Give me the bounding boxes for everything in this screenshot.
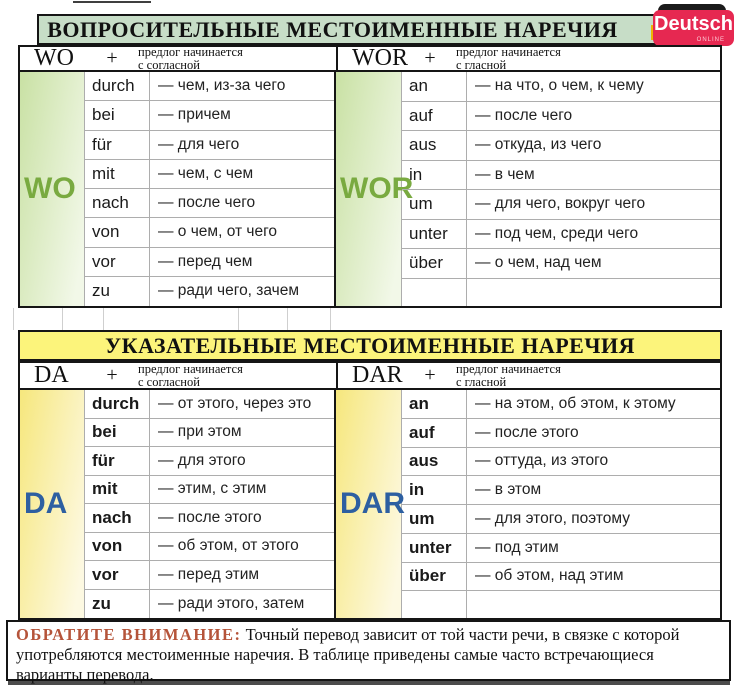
table-row bbox=[85, 390, 334, 419]
table-row bbox=[402, 563, 720, 592]
table-row bbox=[85, 590, 334, 618]
preposition-cell: aus bbox=[409, 451, 439, 471]
section1-title bbox=[37, 14, 658, 45]
logo-brand-text: Deutsch bbox=[654, 13, 733, 35]
table-row bbox=[85, 533, 334, 562]
section1-title-text: ВОПРОСИТЕЛЬНЫЕ МЕСТОИМЕННЫЕ НАРЕЧИЯ bbox=[47, 16, 618, 42]
wor-rows bbox=[402, 72, 720, 306]
table-row bbox=[402, 131, 720, 161]
table-row bbox=[85, 131, 334, 160]
preposition-cell: zu bbox=[92, 281, 110, 301]
plus-sign: + bbox=[424, 47, 436, 69]
translation-cell: — от этого, через это bbox=[158, 394, 312, 412]
translation-cell: — после чего bbox=[158, 194, 256, 212]
preposition-cell: mit bbox=[92, 479, 118, 499]
preposition-cell: an bbox=[409, 393, 429, 413]
preposition-cell: aus bbox=[409, 135, 437, 155]
preposition-cell: vor bbox=[92, 564, 119, 584]
wo-table-half bbox=[20, 72, 336, 306]
preposition-cell: für bbox=[92, 450, 115, 470]
section1-subheader bbox=[18, 45, 722, 72]
table-row bbox=[402, 72, 720, 102]
translation-cell: — после этого bbox=[475, 423, 579, 441]
table-row bbox=[85, 72, 334, 101]
translation-cell: — чем, с чем bbox=[158, 164, 254, 182]
wo-rows bbox=[85, 72, 334, 306]
table-row bbox=[402, 505, 720, 534]
translation-cell: — чем, из-за чего bbox=[158, 77, 286, 95]
plus-sign: + bbox=[424, 364, 436, 386]
preposition-cell: über bbox=[409, 253, 444, 273]
translation-cell: — на этом, об этом, к этому bbox=[475, 394, 676, 412]
preposition-cell: auf bbox=[409, 105, 433, 125]
preposition-cell: durch bbox=[92, 76, 135, 96]
logo-speech-bubble bbox=[653, 10, 734, 46]
translation-cell: — о чем, над чем bbox=[475, 254, 602, 272]
wo-big-label: WO bbox=[20, 72, 85, 306]
table-row bbox=[85, 476, 334, 505]
preposition-cell: zu bbox=[92, 593, 111, 613]
translation-cell: — после чего bbox=[475, 106, 573, 124]
preposition-cell: durch bbox=[92, 393, 140, 413]
wo-subheader-cell bbox=[20, 47, 338, 70]
preposition-cell: um bbox=[409, 194, 433, 214]
da-big-label: DA bbox=[20, 390, 85, 618]
wo-prefix-label: WO bbox=[34, 45, 74, 71]
grid-line bbox=[330, 308, 331, 330]
table-row bbox=[402, 249, 720, 279]
table-row bbox=[85, 447, 334, 476]
table-row bbox=[402, 190, 720, 220]
dar-rows bbox=[402, 390, 720, 618]
grid-line bbox=[103, 308, 104, 330]
table-row bbox=[85, 561, 334, 590]
translation-cell: — на что, о чем, к чему bbox=[475, 77, 644, 95]
table-row bbox=[402, 220, 720, 250]
wor-prefix-label: WOR bbox=[352, 45, 408, 71]
da-prefix-label: DA bbox=[34, 362, 69, 388]
grid-line bbox=[238, 308, 239, 330]
preposition-cell: vor bbox=[92, 251, 116, 271]
translation-cell: — ради этого, затем bbox=[158, 594, 305, 612]
dar-big-label: DAR bbox=[336, 390, 402, 618]
translation-cell: — для чего bbox=[158, 135, 240, 153]
table-row bbox=[85, 218, 334, 247]
table-row bbox=[85, 101, 334, 130]
plus-sign: + bbox=[106, 47, 118, 69]
plus-sign: + bbox=[106, 364, 118, 386]
dar-subheader-cell bbox=[338, 363, 720, 388]
preposition-cell: unter bbox=[409, 537, 452, 557]
note-text: Точный перевод зависит от той части речи, в связке с которой употребляются местоименные наречия. В таблице приведены самые часто встречающиеся варианты перевода. bbox=[16, 625, 680, 685]
preposition-cell: für bbox=[92, 134, 112, 154]
grid-line bbox=[13, 308, 14, 330]
preposition-cell: mit bbox=[92, 163, 115, 183]
table-row bbox=[85, 419, 334, 448]
preposition-cell: nach bbox=[92, 507, 132, 527]
translation-cell: — об этом, от этого bbox=[158, 537, 299, 555]
wor-condition-text: предлог начинается с гласной bbox=[456, 45, 561, 72]
section2-table bbox=[18, 390, 722, 620]
preposition-cell: bei bbox=[92, 422, 117, 442]
translation-cell: — об этом, над этим bbox=[475, 567, 624, 585]
preposition-cell: in bbox=[409, 480, 425, 500]
wor-big-label: WOR bbox=[336, 72, 402, 306]
note-label: ОБРАТИТЕ ВНИМАНИЕ: bbox=[16, 625, 242, 644]
preposition-cell: um bbox=[409, 508, 435, 528]
table-row bbox=[402, 476, 720, 505]
translation-cell: — перед чем bbox=[158, 252, 253, 270]
section2-subheader bbox=[18, 361, 722, 390]
translation-cell: — под этим bbox=[475, 538, 559, 556]
preposition-cell: von bbox=[92, 536, 123, 556]
stray-mark bbox=[73, 1, 151, 3]
wor-subheader-cell bbox=[338, 47, 720, 70]
grid-line bbox=[62, 308, 63, 330]
translation-cell: — для этого bbox=[158, 451, 246, 469]
preposition-cell: an bbox=[409, 76, 428, 96]
translation-cell: — о чем, от чего bbox=[158, 223, 278, 241]
translation-cell: — в этом bbox=[475, 481, 542, 499]
dar-table-half bbox=[336, 390, 720, 618]
wo-condition-text: предлог начинается с согласной bbox=[138, 45, 243, 72]
translation-cell: — для этого, поэтому bbox=[475, 509, 630, 527]
preposition-cell: unter bbox=[409, 223, 448, 243]
preposition-cell: in bbox=[409, 164, 423, 184]
translation-cell: — для чего, вокруг чего bbox=[475, 195, 646, 213]
dar-prefix-label: DAR bbox=[352, 362, 403, 388]
wor-table-half bbox=[336, 72, 720, 306]
preposition-cell: bei bbox=[92, 105, 115, 125]
translation-cell: — откуда, из чего bbox=[475, 136, 602, 154]
table-row bbox=[402, 161, 720, 191]
translation-cell: — в чем bbox=[475, 165, 535, 183]
translation-cell: — после этого bbox=[158, 508, 262, 526]
translation-cell: — под чем, среди чего bbox=[475, 224, 639, 242]
table-row bbox=[402, 419, 720, 448]
table-row bbox=[85, 160, 334, 189]
note-box bbox=[6, 620, 731, 685]
translation-cell: — причем bbox=[158, 106, 231, 124]
da-table-half bbox=[20, 390, 336, 618]
table-row bbox=[85, 504, 334, 533]
da-condition-text: предлог начинается с согласной bbox=[138, 362, 243, 389]
section2-title bbox=[18, 330, 722, 361]
table-row bbox=[85, 277, 334, 306]
translation-cell: — перед этим bbox=[158, 565, 260, 583]
translation-cell: — этим, с этим bbox=[158, 480, 267, 498]
translation-cell: — оттуда, из этого bbox=[475, 452, 609, 470]
table-row bbox=[85, 248, 334, 277]
translation-cell: — при этом bbox=[158, 423, 242, 441]
table-row bbox=[85, 189, 334, 218]
table-row bbox=[402, 448, 720, 477]
grid-line bbox=[287, 308, 288, 330]
section1-table bbox=[18, 72, 722, 308]
dar-condition-text: предлог начинается с гласной bbox=[456, 362, 561, 389]
table-row bbox=[402, 102, 720, 132]
preposition-cell: über bbox=[409, 566, 446, 586]
table-row bbox=[402, 534, 720, 563]
preposition-cell: von bbox=[92, 222, 120, 242]
translation-cell: — ради чего, зачем bbox=[158, 282, 300, 300]
logo-online-text: ONLINE bbox=[696, 37, 725, 43]
da-subheader-cell bbox=[20, 363, 338, 388]
section2-title-text: УКАЗАТЕЛЬНЫЕ МЕСТОИМЕННЫЕ НАРЕЧИЯ bbox=[104, 332, 636, 358]
preposition-cell: nach bbox=[92, 193, 129, 213]
table-row bbox=[402, 390, 720, 419]
da-rows bbox=[85, 390, 334, 618]
preposition-cell: auf bbox=[409, 422, 435, 442]
